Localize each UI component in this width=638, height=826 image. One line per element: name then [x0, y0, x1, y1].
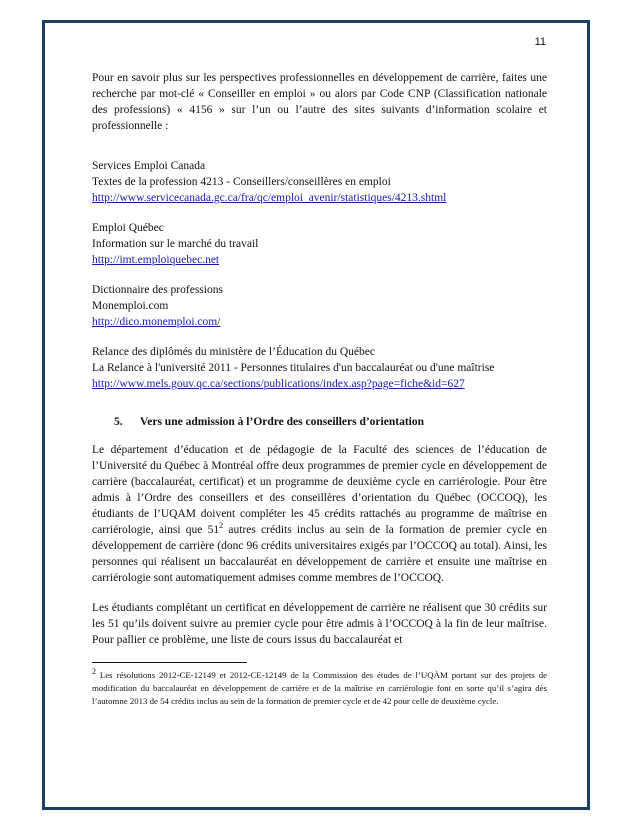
resource-title: Dictionnaire des professions	[92, 284, 223, 296]
resource-title: Emploi Québec	[92, 222, 164, 234]
resource-link[interactable]: http://www.mels.gouv.qc.ca/sections/publications/index.asp?page=fiche&id=627	[92, 378, 465, 390]
section-number: 5.	[114, 416, 123, 428]
resource-emploi-quebec	[92, 220, 547, 268]
body-paragraph-1	[92, 442, 547, 586]
footnote-reference[interactable]: 2	[219, 521, 224, 531]
section-title: Vers une admission à l’Ordre des conseillers d’orientation	[140, 416, 424, 428]
intro-paragraph: Pour en savoir plus sur les perspectives professionnelles en développement de carrière, faites une recherche par mot-clé « Conseiller en emploi » ou alors par Code CNP (Classification nationale des professions) « 4156 » sur l’un ou l’autre des sites suivants d’information scolaire et professionnelle :	[92, 72, 547, 132]
resource-description: Monemploi.com	[92, 300, 169, 312]
resource-relance	[92, 344, 547, 392]
body-paragraph-2: Les étudiants complétant un certificat en développement de carrière ne réalisent que 30 crédits sur les 51 qu’ils doivent suivre au premier cycle pour être admis à l’OCCOQ à la fin de leur maîtrise. Pour pallier ce problème, une liste de cours issus du baccalauréat et	[92, 602, 547, 646]
resource-title: Services Emploi Canada	[92, 160, 206, 172]
paragraph-text: Le département d’éducation et de pédagogie de la Faculté des sciences de l’éducation de l’Université du Québec à Montréal offre deux programmes de premier cycle en développement de carrière (baccalauréat, certificat) et un programme de deuxième cycle en carriérologie. Pour être admis à l’Ordre des conseillers et des conseillères d’orientation du Québec (OCCOQ), les étudiants de l’UQAM doivent compléter les 45 crédits rattachés au programme de maîtrise en carriérologie, ainsi que 51	[92, 444, 547, 536]
page-number: 11	[534, 36, 546, 48]
paragraph-text: autres crédits inclus au sein de la formation de premier cycle en développement de carrière (donc 96 crédits universitaires exigés par l’OCCOQ au total). Ainsi, les personnes qui réalisent un baccalauréat en développement de carrière et ensuite une maîtrise en carriérologie sont automatiquement admises comme membres de l’OCCOQ.	[92, 524, 547, 584]
section-heading	[114, 414, 547, 430]
footnote-text: Les résolutions 2012-CE-12149 et 2012-CE-12149 de la Commission des études de l’UQÀM portant sur des projets de modification du baccalauréat en développement de carrière et de la maîtrise en carriérologie font en sorte qu’il s’agira dès l’automne 2013 de 54 crédits inclus au sein de la formation de premier cycle et de 42 pour celle de deuxième cycle.	[92, 670, 547, 706]
resource-dictionnaire	[92, 282, 547, 330]
resource-title: Relance des diplômés du ministère de l’Éducation du Québec	[92, 346, 375, 358]
resource-link[interactable]: http://www.servicecanada.gc.ca/fra/qc/emploi_avenir/statistiques/4213.shtml	[92, 192, 447, 204]
resource-link[interactable]: http://imt.emploiquebec.net	[92, 254, 220, 266]
resource-description: Information sur le marché du travail	[92, 238, 259, 250]
footnote-divider	[92, 662, 247, 663]
resource-link[interactable]: http://dico.monemploi.com/	[92, 316, 221, 328]
resource-description: La Relance à l'université 2011 - Personnes titulaires d'un baccalauréat ou d'une maîtrise	[92, 362, 495, 374]
page-content	[92, 70, 547, 708]
resource-service-canada	[92, 158, 547, 206]
footnote	[92, 669, 547, 708]
footnote-marker: 2	[92, 667, 96, 677]
resource-description: Textes de la profession 4213 - Conseillers/conseillères en emploi	[92, 176, 391, 188]
